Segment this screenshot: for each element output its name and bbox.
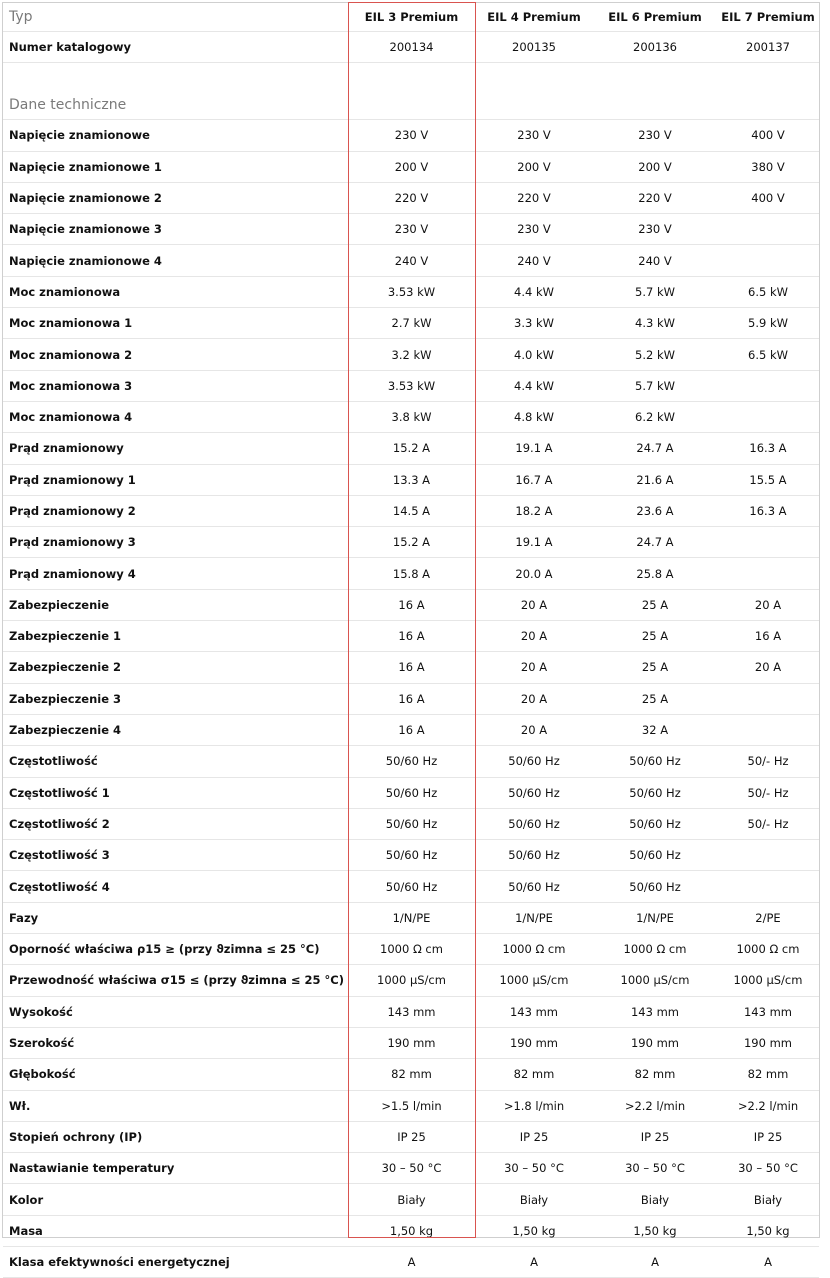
catalog-number: 200136 xyxy=(593,32,717,63)
catalog-row xyxy=(3,32,819,63)
spec-value: 230 V xyxy=(348,120,475,151)
row-label: Prąd znamionowy xyxy=(3,433,348,464)
spec-value: 5.2 kW xyxy=(593,339,717,370)
spec-value: 24.7 A xyxy=(593,433,717,464)
table-row xyxy=(3,495,819,526)
row-label: Napięcie znamionowe xyxy=(3,120,348,151)
spec-value: 1000 Ω cm xyxy=(717,934,819,965)
spec-value: 15.5 A xyxy=(717,464,819,495)
table-row xyxy=(3,558,819,589)
spec-value: 240 V xyxy=(593,245,717,276)
spec-value: 230 V xyxy=(593,120,717,151)
spec-value: 1,50 kg xyxy=(348,1215,475,1246)
spec-value: 3.53 kW xyxy=(348,370,475,401)
spec-value: 220 V xyxy=(348,182,475,213)
spec-value: 50/- Hz xyxy=(717,808,819,839)
row-label: Zabezpieczenie 4 xyxy=(3,714,348,745)
spec-value: 380 V xyxy=(717,151,819,182)
spec-value: 30 – 50 °C xyxy=(717,1153,819,1184)
spec-value: 20 A xyxy=(475,683,593,714)
spec-value xyxy=(717,871,819,902)
spec-value: 143 mm xyxy=(717,996,819,1027)
spec-value: 1000 μS/cm xyxy=(593,965,717,996)
spec-value: 15.8 A xyxy=(348,558,475,589)
spec-value: 1000 Ω cm xyxy=(348,934,475,965)
row-label: Wł. xyxy=(3,1090,348,1121)
table-row xyxy=(3,182,819,213)
spec-value: 50/60 Hz xyxy=(475,840,593,871)
spec-value: 5.7 kW xyxy=(593,276,717,307)
spec-value: Biały xyxy=(475,1184,593,1215)
spec-value: Biały xyxy=(717,1184,819,1215)
row-label: Napięcie znamionowe 4 xyxy=(3,245,348,276)
spec-value: 50/60 Hz xyxy=(348,840,475,871)
spec-value: 25 A xyxy=(593,652,717,683)
row-label: Przewodność właściwa σ15 ≤ (przy ϑzimna ≤ 25 °C) xyxy=(3,965,348,996)
spec-value: 50/- Hz xyxy=(717,746,819,777)
row-label: Moc znamionowa 2 xyxy=(3,339,348,370)
spec-value: 19.1 A xyxy=(475,433,593,464)
spec-value: 16 A xyxy=(348,714,475,745)
table-row xyxy=(3,1090,819,1121)
spec-value: 15.2 A xyxy=(348,433,475,464)
spec-value: 240 V xyxy=(475,245,593,276)
row-label: Nastawianie temperatury xyxy=(3,1153,348,1184)
spec-value: 4.8 kW xyxy=(475,401,593,432)
table-row xyxy=(3,464,819,495)
spec-value: 1,50 kg xyxy=(717,1215,819,1246)
spec-value: 1/N/PE xyxy=(475,902,593,933)
spec-value: 20 A xyxy=(717,652,819,683)
spec-value xyxy=(717,840,819,871)
table-row xyxy=(3,339,819,370)
spec-value: 16 A xyxy=(717,621,819,652)
spec-value: 143 mm xyxy=(475,996,593,1027)
spec-value: 230 V xyxy=(475,120,593,151)
row-label: Klasa efektywności energetycznej xyxy=(3,1246,348,1277)
spec-value: 220 V xyxy=(475,182,593,213)
spec-value: 190 mm xyxy=(475,1027,593,1058)
spec-value: 30 – 50 °C xyxy=(475,1153,593,1184)
table-row xyxy=(3,714,819,745)
row-label: Prąd znamionowy 3 xyxy=(3,527,348,558)
table-row xyxy=(3,433,819,464)
spec-value: 1000 μS/cm xyxy=(475,965,593,996)
row-label: Zabezpieczenie xyxy=(3,589,348,620)
model-name: EIL 4 Premium xyxy=(475,3,593,32)
table-row xyxy=(3,840,819,871)
spec-value: 16.3 A xyxy=(717,495,819,526)
table-row xyxy=(3,276,819,307)
spec-value: 6.5 kW xyxy=(717,339,819,370)
spec-value: 1/N/PE xyxy=(348,902,475,933)
spec-value: Biały xyxy=(348,1184,475,1215)
spec-value: 240 V xyxy=(348,245,475,276)
spec-value: 16 A xyxy=(348,683,475,714)
spec-value: 1000 μS/cm xyxy=(717,965,819,996)
spec-value: 16 A xyxy=(348,652,475,683)
table-row xyxy=(3,401,819,432)
row-label: Częstotliwość 4 xyxy=(3,871,348,902)
spec-value: 4.3 kW xyxy=(593,308,717,339)
row-label: Fazy xyxy=(3,902,348,933)
spec-value: 200 V xyxy=(593,151,717,182)
table-row xyxy=(3,683,819,714)
spec-value: 50/60 Hz xyxy=(348,746,475,777)
spec-value: 1/N/PE xyxy=(593,902,717,933)
table-row xyxy=(3,589,819,620)
row-label: Szerokość xyxy=(3,1027,348,1058)
spec-value: 230 V xyxy=(348,214,475,245)
row-label: Głębokość xyxy=(3,1059,348,1090)
row-label: Częstotliwość 2 xyxy=(3,808,348,839)
spec-value: 1000 Ω cm xyxy=(593,934,717,965)
spec-value xyxy=(717,245,819,276)
spec-value: 20 A xyxy=(475,714,593,745)
spec-value: 50/60 Hz xyxy=(593,871,717,902)
spec-value: 143 mm xyxy=(593,996,717,1027)
spec-value: 400 V xyxy=(717,120,819,151)
table-row xyxy=(3,120,819,151)
table-row xyxy=(3,1246,819,1277)
spec-value xyxy=(717,527,819,558)
table-row xyxy=(3,621,819,652)
spec-value: IP 25 xyxy=(475,1121,593,1152)
spec-value: 14.5 A xyxy=(348,495,475,526)
spec-value: >1.8 l/min xyxy=(475,1090,593,1121)
spec-value: 6.2 kW xyxy=(593,401,717,432)
spec-value: 18.2 A xyxy=(475,495,593,526)
row-label: Zabezpieczenie 2 xyxy=(3,652,348,683)
spec-value: 50/60 Hz xyxy=(593,777,717,808)
spec-value: 20 A xyxy=(475,589,593,620)
row-label: Napięcie znamionowe 1 xyxy=(3,151,348,182)
row-label: Moc znamionowa 1 xyxy=(3,308,348,339)
spec-value: 50/60 Hz xyxy=(593,808,717,839)
spec-value xyxy=(717,714,819,745)
row-label: Kolor xyxy=(3,1184,348,1215)
spec-value: 200 V xyxy=(348,151,475,182)
header-row xyxy=(3,3,819,32)
table-row xyxy=(3,214,819,245)
spec-value: 32 A xyxy=(593,714,717,745)
table-row xyxy=(3,370,819,401)
table-row xyxy=(3,1059,819,1090)
spec-value: 16.3 A xyxy=(717,433,819,464)
row-label: Moc znamionowa xyxy=(3,276,348,307)
spec-value: 82 mm xyxy=(348,1059,475,1090)
spec-value: IP 25 xyxy=(717,1121,819,1152)
model-name: EIL 6 Premium xyxy=(593,3,717,32)
spec-value: 50/60 Hz xyxy=(348,777,475,808)
spec-value: 20.0 A xyxy=(475,558,593,589)
row-label: Zabezpieczenie 1 xyxy=(3,621,348,652)
spec-value: 24.7 A xyxy=(593,527,717,558)
row-label: Prąd znamionowy 1 xyxy=(3,464,348,495)
spec-value: 3.53 kW xyxy=(348,276,475,307)
spec-value: 400 V xyxy=(717,182,819,213)
table-row xyxy=(3,871,819,902)
spec-value: 30 – 50 °C xyxy=(348,1153,475,1184)
spec-value xyxy=(717,401,819,432)
model-name: EIL 7 Premium xyxy=(717,3,819,32)
row-label: Wysokość xyxy=(3,996,348,1027)
row-label: Prąd znamionowy 2 xyxy=(3,495,348,526)
spec-value: 82 mm xyxy=(717,1059,819,1090)
header-label: Typ xyxy=(3,3,348,32)
spec-value: 13.3 A xyxy=(348,464,475,495)
spec-value: >1.5 l/min xyxy=(348,1090,475,1121)
row-label: Moc znamionowa 3 xyxy=(3,370,348,401)
spec-value: 19.1 A xyxy=(475,527,593,558)
spec-value: 82 mm xyxy=(593,1059,717,1090)
spec-value: 5.7 kW xyxy=(593,370,717,401)
row-label: Częstotliwość 1 xyxy=(3,777,348,808)
table-row xyxy=(3,1184,819,1215)
table-row xyxy=(3,151,819,182)
table-row xyxy=(3,746,819,777)
spec-value: 50/60 Hz xyxy=(475,871,593,902)
spec-value: 16 A xyxy=(348,621,475,652)
row-label: Napięcie znamionowe 3 xyxy=(3,214,348,245)
spec-value: 15.2 A xyxy=(348,527,475,558)
spec-value xyxy=(717,214,819,245)
spec-value: 4.4 kW xyxy=(475,370,593,401)
spec-value: 1,50 kg xyxy=(593,1215,717,1246)
spec-value: 25 A xyxy=(593,589,717,620)
spec-value xyxy=(717,558,819,589)
section-row xyxy=(3,63,819,120)
spec-value: 190 mm xyxy=(717,1027,819,1058)
spec-value: 5.9 kW xyxy=(717,308,819,339)
spec-value: 50/60 Hz xyxy=(348,871,475,902)
spec-value: 21.6 A xyxy=(593,464,717,495)
table-row xyxy=(3,1153,819,1184)
spec-value: 143 mm xyxy=(348,996,475,1027)
spec-value: 82 mm xyxy=(475,1059,593,1090)
spec-value: 2/PE xyxy=(717,902,819,933)
spec-value: 50/- Hz xyxy=(717,777,819,808)
table-row xyxy=(3,1215,819,1246)
table-row xyxy=(3,777,819,808)
spec-value: 230 V xyxy=(475,214,593,245)
spec-value: 220 V xyxy=(593,182,717,213)
spec-value: 25 A xyxy=(593,621,717,652)
spec-value xyxy=(717,683,819,714)
row-label: Zabezpieczenie 3 xyxy=(3,683,348,714)
table-row xyxy=(3,965,819,996)
spec-value: 25.8 A xyxy=(593,558,717,589)
spec-value: 190 mm xyxy=(593,1027,717,1058)
spec-value: 2.7 kW xyxy=(348,308,475,339)
table-row xyxy=(3,527,819,558)
spec-value: IP 25 xyxy=(348,1121,475,1152)
spec-value: 23.6 A xyxy=(593,495,717,526)
table-row xyxy=(3,1121,819,1152)
spec-value: 190 mm xyxy=(348,1027,475,1058)
spec-value: 230 V xyxy=(593,214,717,245)
spec-value: >2.2 l/min xyxy=(717,1090,819,1121)
row-label: Numer katalogowy xyxy=(3,32,348,63)
section-title: Dane techniczne xyxy=(3,63,348,120)
spec-value xyxy=(717,370,819,401)
row-label: Stopień ochrony (IP) xyxy=(3,1121,348,1152)
row-label: Częstotliwość 3 xyxy=(3,840,348,871)
spec-value: 200 V xyxy=(475,151,593,182)
spec-value: 50/60 Hz xyxy=(593,840,717,871)
table-row xyxy=(3,308,819,339)
spec-value: 3.2 kW xyxy=(348,339,475,370)
table-row xyxy=(3,652,819,683)
spec-value: A xyxy=(475,1246,593,1277)
table-row xyxy=(3,808,819,839)
catalog-number: 200135 xyxy=(475,32,593,63)
spec-value: 20 A xyxy=(475,621,593,652)
spec-value: 50/60 Hz xyxy=(593,746,717,777)
spec-value: Biały xyxy=(593,1184,717,1215)
row-label: Częstotliwość xyxy=(3,746,348,777)
spec-value: 3.8 kW xyxy=(348,401,475,432)
table-row xyxy=(3,934,819,965)
spec-value: 50/60 Hz xyxy=(348,808,475,839)
row-label: Masa xyxy=(3,1215,348,1246)
spec-value: A xyxy=(348,1246,475,1277)
spec-value: 6.5 kW xyxy=(717,276,819,307)
row-label: Moc znamionowa 4 xyxy=(3,401,348,432)
spec-value: >2.2 l/min xyxy=(593,1090,717,1121)
spec-value: 1000 Ω cm xyxy=(475,934,593,965)
spec-value: 50/60 Hz xyxy=(475,777,593,808)
row-label: Prąd znamionowy 4 xyxy=(3,558,348,589)
spec-value: 1,50 kg xyxy=(475,1215,593,1246)
spec-value: A xyxy=(717,1246,819,1277)
catalog-number: 200137 xyxy=(717,32,819,63)
table-row xyxy=(3,245,819,276)
table-row xyxy=(3,1027,819,1058)
spec-value: 30 – 50 °C xyxy=(593,1153,717,1184)
model-name: EIL 3 Premium xyxy=(348,3,475,32)
catalog-number: 200134 xyxy=(348,32,475,63)
spec-value: 25 A xyxy=(593,683,717,714)
table-row xyxy=(3,996,819,1027)
spec-value: IP 25 xyxy=(593,1121,717,1152)
spec-value: 4.4 kW xyxy=(475,276,593,307)
spec-value: 50/60 Hz xyxy=(475,808,593,839)
spec-value: 1000 μS/cm xyxy=(348,965,475,996)
spec-value: 20 A xyxy=(717,589,819,620)
spec-value: 16.7 A xyxy=(475,464,593,495)
row-label: Oporność właściwa ρ15 ≥ (przy ϑzimna ≤ 25 °C) xyxy=(3,934,348,965)
spec-value: 3.3 kW xyxy=(475,308,593,339)
spec-value: 4.0 kW xyxy=(475,339,593,370)
spec-table xyxy=(3,3,819,1278)
spec-value: 16 A xyxy=(348,589,475,620)
table-row xyxy=(3,902,819,933)
spec-value: A xyxy=(593,1246,717,1277)
spec-value: 20 A xyxy=(475,652,593,683)
spec-value: 50/60 Hz xyxy=(475,746,593,777)
row-label: Napięcie znamionowe 2 xyxy=(3,182,348,213)
